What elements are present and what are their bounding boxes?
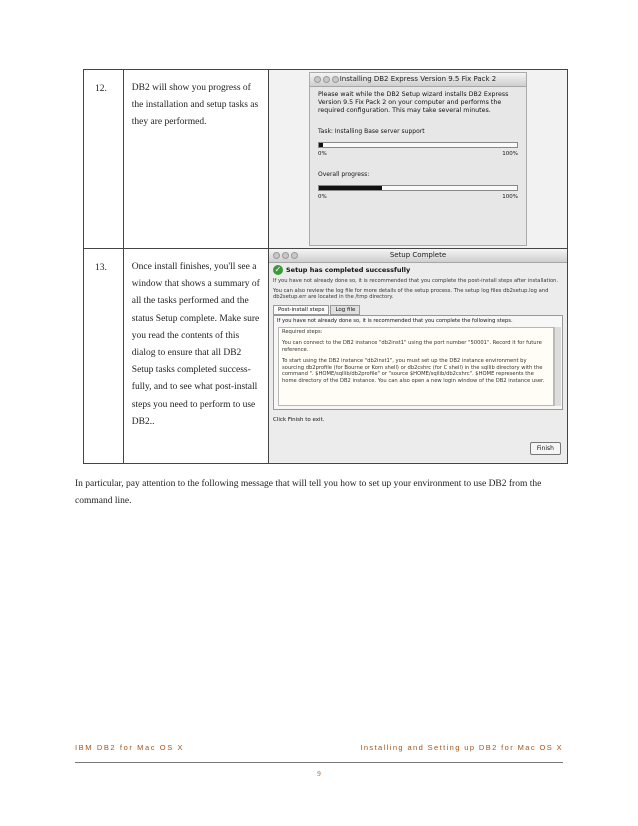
screenshot-cell bbox=[268, 70, 567, 249]
success-heading bbox=[269, 263, 567, 277]
window-title: Setup Complete bbox=[389, 251, 447, 259]
port-note: You can connect to the DB2 instance "db2inst1" using the port number "50001". Record it for future reference. bbox=[281, 340, 542, 353]
post-install-text-area[interactable] bbox=[278, 327, 554, 406]
scale-max-label: 100% bbox=[502, 194, 518, 200]
overall-progress-bar bbox=[318, 185, 518, 191]
close-window-icon[interactable] bbox=[314, 76, 321, 83]
window-controls bbox=[273, 252, 298, 259]
step-number: 13. bbox=[84, 249, 124, 464]
install-progress-window bbox=[309, 72, 527, 246]
minimize-window-icon[interactable] bbox=[323, 76, 330, 83]
setup-complete-window bbox=[269, 249, 567, 462]
tab-bar bbox=[269, 303, 567, 315]
overall-progress-scale bbox=[310, 191, 526, 200]
window-title: Installing DB2 Express Version 9.5 Fix Pack 2 bbox=[339, 75, 497, 83]
scale-min-label: 0% bbox=[317, 194, 327, 200]
task-progress-scale bbox=[310, 148, 526, 157]
tab-post-install-steps[interactable]: Post-install steps bbox=[273, 305, 329, 315]
exit-instruction: Click Finish to exit. bbox=[272, 416, 325, 423]
step-row bbox=[84, 70, 568, 249]
minimize-window-icon[interactable] bbox=[282, 252, 289, 259]
screenshot-cell bbox=[268, 249, 567, 464]
tab-log-file[interactable]: Log file bbox=[330, 305, 360, 315]
log-paragraph: You can also review the log file for more details of the setup process. The setup log files db2setup.log and db2setup.err are located in the /tmp directory. bbox=[272, 287, 549, 300]
footer-left-title: IBM DB2 for Mac OS X bbox=[75, 743, 185, 752]
step-description: DB2 will show you progress of the installation and setup tasks as they are performed. bbox=[123, 70, 268, 249]
overall-progress-fill bbox=[319, 186, 382, 190]
install-message: Please wait while the DB2 Setup wizard installs DB2 Express Version 9.5 Fix Pack 2 on your computer and performs the required configuration. This may take several minutes. bbox=[317, 91, 509, 114]
footer-divider bbox=[75, 762, 563, 763]
task-progress-bar bbox=[318, 142, 518, 148]
success-heading-text: Setup has completed successfully bbox=[285, 266, 411, 274]
footer-right-title: Installing and Setting up DB2 for Mac OS X bbox=[360, 743, 563, 752]
window-controls bbox=[314, 76, 339, 83]
step-number: 12. bbox=[84, 70, 124, 249]
required-steps-label: Required steps: bbox=[281, 328, 323, 335]
step-row bbox=[84, 249, 568, 464]
body-paragraph: In particular, pay attention to the following message that will tell you how to set up your environment to use DB2 from the command line. bbox=[75, 479, 542, 506]
finish-button[interactable]: Finish bbox=[530, 442, 561, 455]
page-number: 9 bbox=[317, 770, 321, 778]
scale-min-label: 0% bbox=[317, 151, 327, 157]
window-titlebar bbox=[310, 73, 526, 87]
overall-progress-label: Overall progress: bbox=[317, 171, 370, 178]
task-progress-fill bbox=[319, 143, 323, 147]
environment-note: To start using the DB2 instance "db2inst1", you must set up the DB2 instance environment by sourcing db2profile (for Bourne or Korn shell) or db2cshrc (for C shell) in the sqllib directory with the command ". $HOME/sqllib/db2profile" or "source $HOME/sqllib/db2cshrc". $HOME represents the home directory of the DB2 instance. You can also open a new login window of the DB2 instance user. bbox=[281, 358, 545, 385]
window-titlebar bbox=[269, 249, 567, 263]
zoom-window-icon[interactable] bbox=[332, 76, 339, 83]
panel-intro: If you have not already done so, it is recommended that you complete the following steps. bbox=[276, 317, 513, 324]
text-area-scrollbar[interactable] bbox=[554, 327, 561, 406]
zoom-window-icon[interactable] bbox=[291, 252, 298, 259]
scale-max-label: 100% bbox=[502, 151, 518, 157]
tab-panel bbox=[273, 315, 563, 410]
step-description: Once install finishes, you'll see a window that shows a summary of all the tasks performed and the status Setup complete. Make sure you read the contents of this dialog to ensure that all DB2 Setup tasks completed success-fully, and to see what post-install steps you need to perform to use DB2.. bbox=[123, 249, 268, 464]
close-window-icon[interactable] bbox=[273, 252, 280, 259]
steps-table bbox=[83, 69, 568, 464]
info-paragraph: If you have not already done so, it is recommended that you complete the post-install steps after installation. bbox=[272, 278, 559, 284]
task-label: Task: Installing Base server support bbox=[317, 128, 425, 135]
checkmark-icon: ✓ bbox=[274, 265, 282, 274]
